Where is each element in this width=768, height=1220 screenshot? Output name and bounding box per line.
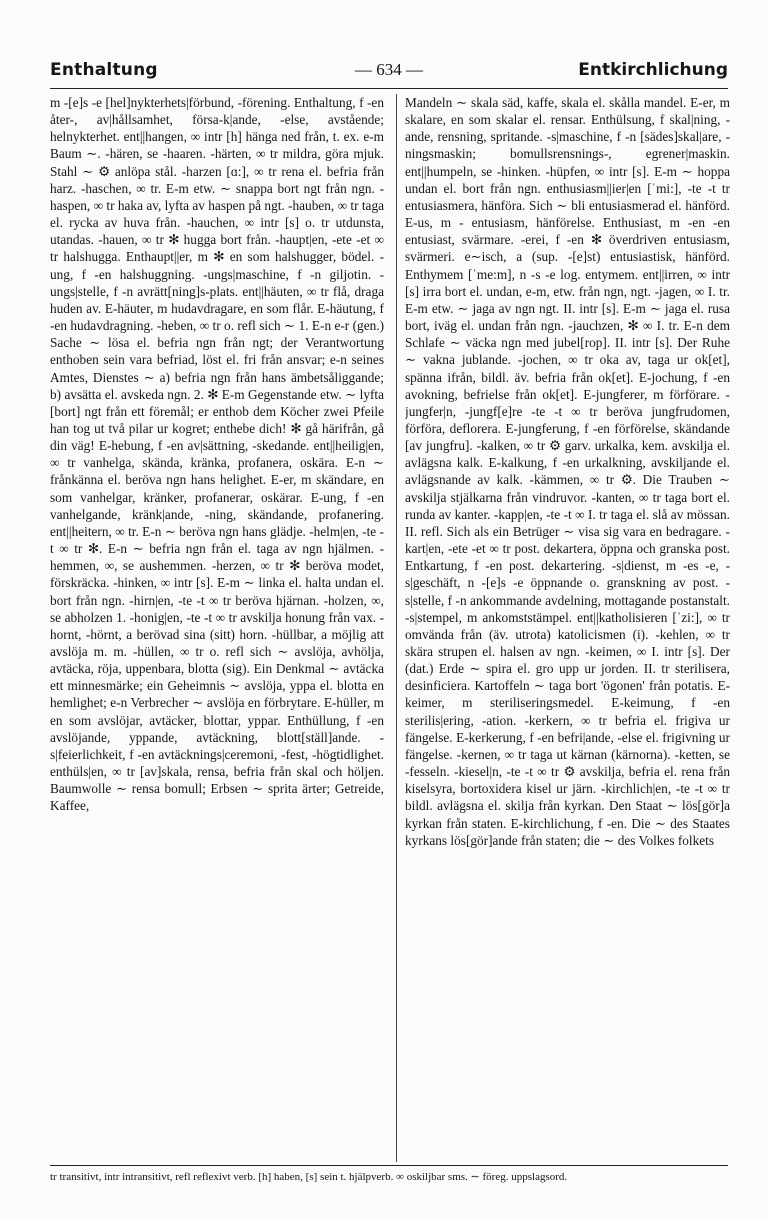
left-column bbox=[50, 94, 384, 1162]
footer-rule bbox=[50, 1165, 728, 1166]
page-header bbox=[50, 54, 728, 84]
header-rule bbox=[50, 88, 728, 89]
abbreviation-legend: tr transitivt, intr intransitivt, refl reflexivt verb. [h] haben, [s] sein t. hjälpverb. ∞ oskiljbar sms. ∼ föreg. uppslagsord. bbox=[50, 1171, 568, 1183]
header-right-catchword: Entkirchlichung bbox=[578, 60, 728, 80]
column-divider bbox=[396, 94, 397, 1162]
left-column-text: m -[e]s -e [hel]nykterhets|förbund, -förening. Enthaltung, f -en åter-, av|hållsamhet, försa-k|ande, -else, avstående; helnykterhet. ent||hangen, ∞ intr [h] hänga ned från, t. ex. e-m Baum ∼. -hären, se -haaren. -härten, ∞ tr mildra, göra mjuk. Stahl ∼ ⚙ anlöpa stål. -harzen [ɑ:], ∞ tr rena el. befria från harz. -haschen, ∞ tr. E-m etw. ∼ snappa bort ngt från ngn. -haspen, ∞ tr haka av, lyfta av haspen på ngt. -hauben, ∞ tr taga el. rycka av huva från. -hauchen, ∞ intr [s] o. tr utdunsta, utandas. -hauen, ∞ tr ✻ hugga bort från. -haupt|en, -ete -et ∞ tr halshugga. Enthaupt||er, m ✻ en som halshugger, bödel. -ung, f -en halshuggning. -ungs|maschine, f -n giljotin. -ungs|stelle, f -n avrätt[ning]s-plats. ent||häuten, ∞ tr flå, draga huden av. E-häuter, m hudavdragare, en som flår. E-häutung, f -en hudavdragning. -heben, ∞ tr o. refl sich ∼ 1. E-n e-r (gen.) Sache ∼ lösa el. befria ngn från ngt; der Verantwortung enthoben sein vara befriad, löst el. fri från ansvar; e-n seines Amtes, Dienstes ∼ a) befria ngn från hans ämbetsåliggande; b) avsätta el. avskeda ngn. 2. ✻ E-m Gegenstande etw. ∼ lyfta [bort] ngt från ett föremål; er enthob dem Köcher zwei Pfeile han tog ut två pilar ur kogret; enthebe dich! ✻ gå härifrån, gå din väg! E-hebung, f -en av|sättning, -skedande. ent||heilig|en, ∞ tr vanhelga, skända, kränka, profanera, oskära. E-n ∼ frånkänna el. beröva ngn hans helighet. E-er, m skändare, en som vanhelgar, kränker, profanerar, oskärar. E-ung, f -en vanhelgande, kränk|ande, -ning, skändande, profanering. ent||heitern, ∞ tr. E-n ∼ beröva ngn hans glädje. -helm|en, -te -t ∞ tr ✻. E-n ∼ befria ngn från el. taga av ngn hjälmen. -hemmen, ∞, se aushemmen. -herzen, ∞ tr ✻ beröva modet, förskräcka. -hinken, ∞ intr [s]. E-m ∼ linka el. halta undan el. bort från ngn. -hirn|en, -te -t ∞ tr beröva hjärnan. -holzen, ∞, se abholzen 1. -honig|en, -te -t ∞ tr avskilja honung från vax. -hornt, -hörnt, a berövad sina (sitt) horn. -hüllbar, a möjlig att avslöja m. m. -hüllen, ∞ tr o. refl sich ∼ avslöja, avhölja, avtäcka, röja, uppenbara, blotta (sig). Ein Denkmal ∼ avtäcka ett minnesmärke; ein Geheimnis ∼ avslöja, yppa el. blotta en hemlighet; e-n Verbrecher ∼ avslöja en förbrytare. E-hüller, m en som avslöjar, avtäcker, blottar, yppar. Enthüllung, f -en avslöjande, yppande, avtäckning, blott[ställ]ande. -s|feierlichkeit, f -en avtäcknings|ceremoni, -fest, -högtidlighet. enthüls|en, ∞ tr [av]skala, rensa, befria från skal och höljen. Baumwolle ∼ rensa bomull; Erbsen ∼ sprita ärter; Getreide, Kaffee, bbox=[50, 95, 384, 814]
header-left-catchword: Enthaltung bbox=[50, 60, 158, 80]
page-number: — 634 — bbox=[355, 60, 423, 79]
right-column bbox=[405, 94, 730, 1162]
right-column-text: Mandeln ∼ skala säd, kaffe, skala el. skålla mandel. E-er, m skalare, en som skalar el. rensar. Enthülsung, f skal|ning, -ande, rensning, spritande. -s|maschine, f -n [sädes]skal|are, -ningsmaskin; bomullsrensnings-, egrener|maskin. ent||humpeln, se -hinken. -hüpfen, ∞ intr [s]. E-m ∼ hoppa undan el. bort från ngn. enthusiasm||ier|en [ˈmi:], -te -t tr entusiasmera, hänföra. Sich ∼ bli entusiasmerad el. hänförd. E-us, m - entusiasm, hänförelse. Enthusiast, m -en -en entusiast, svärmare. -erei, f -en ✻ överdriven entusiasm, svärmeri. e∼isch, a (sup. -[e]st) entusiastisk, hänförd. Enthymem [ˈme:m], n -s -e log. entymem. ent||irren, ∞ intr [s] irra bort el. undan, e-m, etw. från ngn, ngt. -jagen, ∞ I. tr. E-m etw. ∼ jaga av ngn ngt. II. intr [s]. E-m ∼ jaga el. rusa bort, iväg el. undan från ngn. -jauchzen, ✻ ∞ I. tr. E-n dem Schlafe ∼ väcka ngn med jubel[rop]. II. intr [s]. Der Ruhe ∼ vakna jublande. -jochen, ∞ tr oka av, taga ur ok[et], spänna ifrån, bildl. äv. befria från ok[et]. E-jochung, f -en avokning, befrielse från ok[et]. E-jungferer, m förförare. -jungfer|n, -jungf[e]re -te -t ∞ tr beröva jungfrudomen, förföra, deflorera. E-jungferung, f -en förförelse, skändande [av jungfru]. -kalken, ∞ tr ⚙ garv. urkalka, kem. avskilja el. avlägsna kalk. E-kalkung, f -en urkalkning, avskiljande el. avlägsnande av kalk. -kämmen, ∞ tr ⚙. Die Trauben ∼ avskilja stjälkarna från vindruvor. -kanten, ∞ tr taga bort el. runda av kanter. -kapp|en, -te -t ∞ I. tr taga el. slå av mössan. II. refl. Sich als ein Betrüger ∼ visa sig vara en bedragare. -kart|en, -ete -et ∞ tr post. dekartera, öppna och granska post. Entkartung, f -en post. dekartering. -s|dienst, m -es -e, -s|geschäft, n -[e]s -e öppnande o. granskning av post. -s|stelle, f -n ankommande avdelning, mottagande postanstalt. -s|stempel, m ankomststämpel. ent||katholisieren [ˈzi:], ∞ tr omvända från (äv. utrota) katolicismen (i). -kehlen, ∞ tr skära strupen el. halsen av ngn. -keimen, ∞ I. intr [s]. Der (dat.) Erde ∼ spira el. gro upp ur jorden. II. tr sterilisera, desinficiera. Kartoffeln ∼ taga bort 'ögonen' från potatis. E-keimer, m steriliseringsmedel. E-keimung, f -en sterilis|ering, -ation. -kerkern, ∞ tr befria el. frigiva ur fängelse. E-kerkerung, f -en befri|ande, -else el. frigivning ur fängelse. -kernen, ∞ tr taga ut kärnan (kärnorna). -ketten, se -fesseln. -kiesel|n, -te -t ∞ tr ⚙ avskilja, befria el. rena från kiselsyra, bortoxidera kisel ur järn. -kirchlich|en, -te -t ∞ tr bildl. avlägsna el. skilja från kyrkan. Den Staat ∼ lös[gör]a kyrkan från staten. E-kirchlichung, f -en. Die ∼ des Staates kyrkans lös[gör]ande från staten; die ∼ des Volkes folkets bbox=[405, 95, 730, 848]
